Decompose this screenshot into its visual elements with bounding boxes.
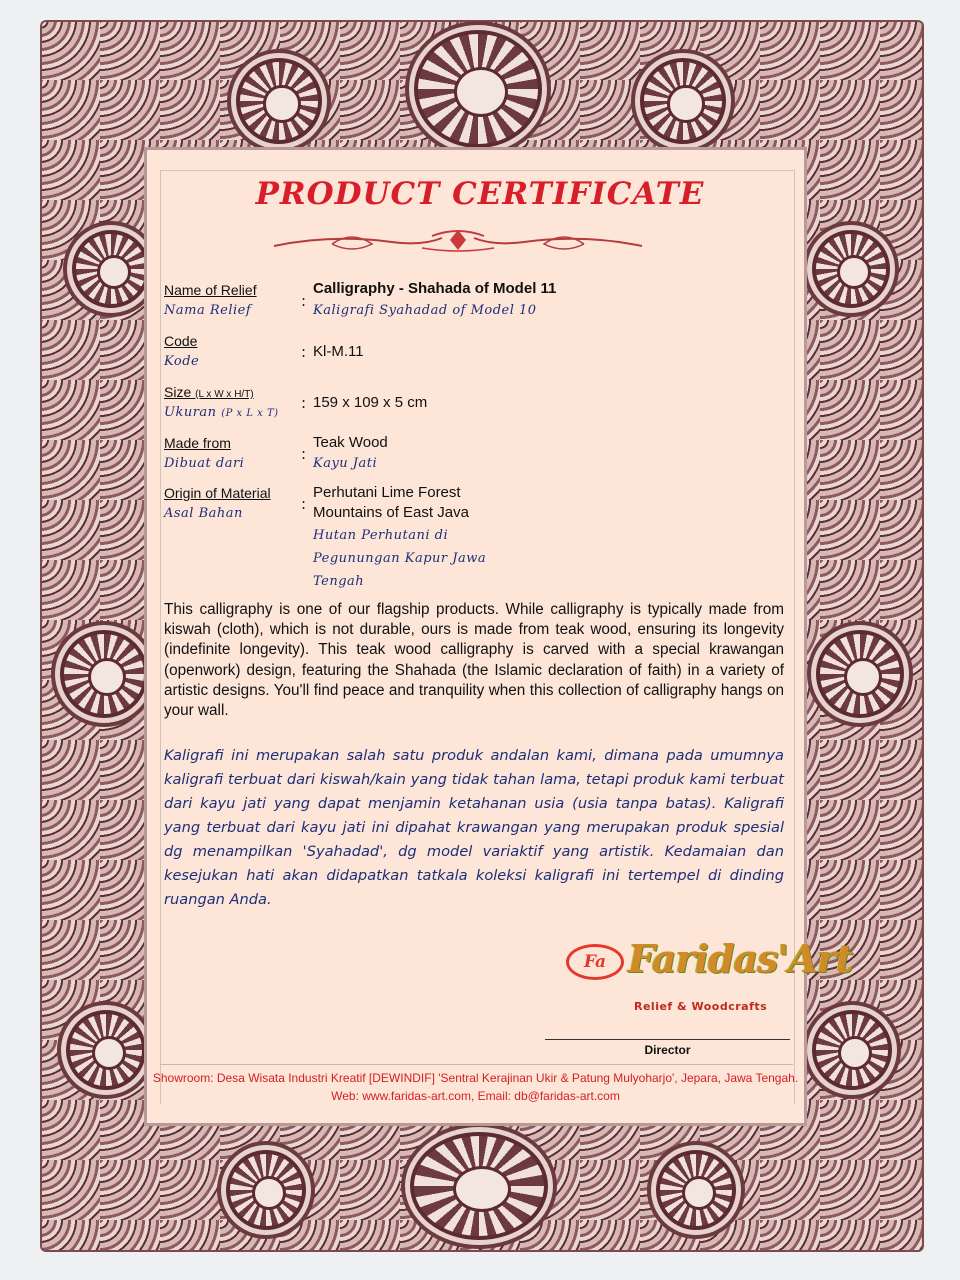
field-origin-value-line2: Mountains of East Java — [313, 504, 469, 521]
footer-showroom: Showroom: Desa Wisata Industri Kreatif [DEWINDIF] 'Sentral Kerajinan Ukir & Patung Mulyoharjo', Jepara, Jawa Tengah. — [152, 1071, 799, 1085]
field-made-from-value-id: Kayu Jati — [313, 456, 378, 471]
field-size-label — [164, 384, 254, 400]
border-medallion-top-left — [236, 58, 322, 144]
border-medallion-left-3 — [66, 1010, 146, 1090]
logo-mark: Fa — [566, 944, 624, 980]
field-size-row — [164, 384, 764, 424]
field-made-from-label: Made from — [164, 435, 231, 451]
border-medallion-right-1 — [812, 230, 890, 308]
field-origin-row — [164, 484, 764, 594]
certificate-title: PRODUCT CERTIFICATE — [255, 176, 705, 212]
border-medallion-left-1 — [72, 230, 150, 308]
field-origin-value-line1: Perhutani Lime Forest — [313, 484, 461, 501]
field-name-colon: : — [301, 292, 307, 310]
field-code-row — [164, 333, 764, 373]
field-made-from-label-id: Dibuat dari — [164, 456, 245, 471]
field-origin-label-id: Asal Bahan — [164, 506, 243, 521]
border-medallion-left-2 — [60, 630, 148, 718]
field-name-label-id: Nama Relief — [164, 303, 252, 318]
field-name-row — [164, 280, 764, 330]
field-made-from-colon: : — [301, 445, 307, 463]
logo-tagline: Relief & Woodcrafts — [634, 1000, 768, 1013]
field-code-label: Code — [164, 333, 198, 349]
field-made-from-value: Teak Wood — [313, 434, 388, 451]
border-medallion-top-right — [640, 58, 726, 144]
field-origin-value-id-line2: Pegunungan Kapur Jawa — [313, 551, 487, 566]
field-code-label-id: Kode — [164, 354, 200, 369]
field-size-label-id-text: Ukuran — [164, 405, 217, 420]
field-origin-value-id-line3: Tengah — [313, 574, 365, 589]
field-size-label-unit: (L x W x H/T) — [195, 389, 254, 400]
footer-contact: Web: www.faridas-art.com, Email: db@faridas-art.com — [331, 1089, 620, 1103]
border-medallion-right-3 — [812, 1010, 892, 1090]
field-name-value-id: Kaligrafi Syahadad of Model 10 — [313, 303, 537, 318]
signature-line — [545, 1039, 790, 1040]
field-size-label-id — [164, 405, 279, 420]
description-indonesian: Kaligrafi ini merupakan salah satu produk andalan kami, dimana pada umumnya kaligrafi terbuat dari kiswah/kain yang tidak tahan lama, tetapi produk kami terbuat dari kayu jati yang dapat menjamin ketahanan usia (usia tanpa batas). Kaligrafi yang terbuat dari kayu jati ini dipahat krawangan yang merupakan produk spesial dg menampilkan 'Syahadad', dg model variaktif yang artistik. Kedamaian dan kesejukan hati akan didapatkan tatkala koleksi kaligrafi ini tertempel di dinding ruangan Anda. — [164, 747, 784, 908]
title-flourish-ornament — [272, 226, 644, 254]
company-logo — [562, 936, 853, 1022]
field-origin-colon: : — [301, 495, 307, 513]
field-code-colon: : — [301, 343, 307, 361]
field-code-value: Kl-M.11 — [313, 343, 364, 360]
signature-title: Director — [644, 1043, 691, 1057]
border-medallion-top — [414, 30, 542, 148]
field-origin-value-id-line1: Hutan Perhutani di — [313, 528, 449, 543]
border-medallion-bottom — [410, 1132, 548, 1240]
border-medallion-bottom-right — [656, 1150, 736, 1230]
field-origin-label: Origin of Material — [164, 485, 271, 501]
field-size-colon: : — [301, 394, 307, 412]
description-english: This calligraphy is one of our flagship products. While calligraphy is typically made from kiswah (cloth), which is not durable, ours is made from teak wood, ensuring its longevity (indefinite longevity). This teak wood calligraphy is carved with a special krawangan (openwork) design, featuring the Shahada (the Islamic declaration of faith) in a variety of artistic designs. You'll find peace and tranquility when this collection of calligraphy hangs on your wall. — [164, 601, 784, 720]
field-made-from-row — [164, 434, 764, 476]
field-size-value: 159 x 109 x 5 cm — [313, 394, 428, 411]
field-size-label-id-unit: (P x L x T) — [221, 408, 279, 419]
border-medallion-bottom-left — [226, 1150, 306, 1230]
field-name-label: Name of Relief — [164, 282, 257, 298]
footer-divider — [160, 1064, 793, 1065]
field-name-value: Calligraphy - Shahada of Model 11 — [313, 280, 557, 297]
logo-name: Faridas'Art — [628, 936, 853, 981]
border-medallion-right-2 — [816, 630, 904, 718]
field-size-label-text: Size — [164, 384, 192, 400]
